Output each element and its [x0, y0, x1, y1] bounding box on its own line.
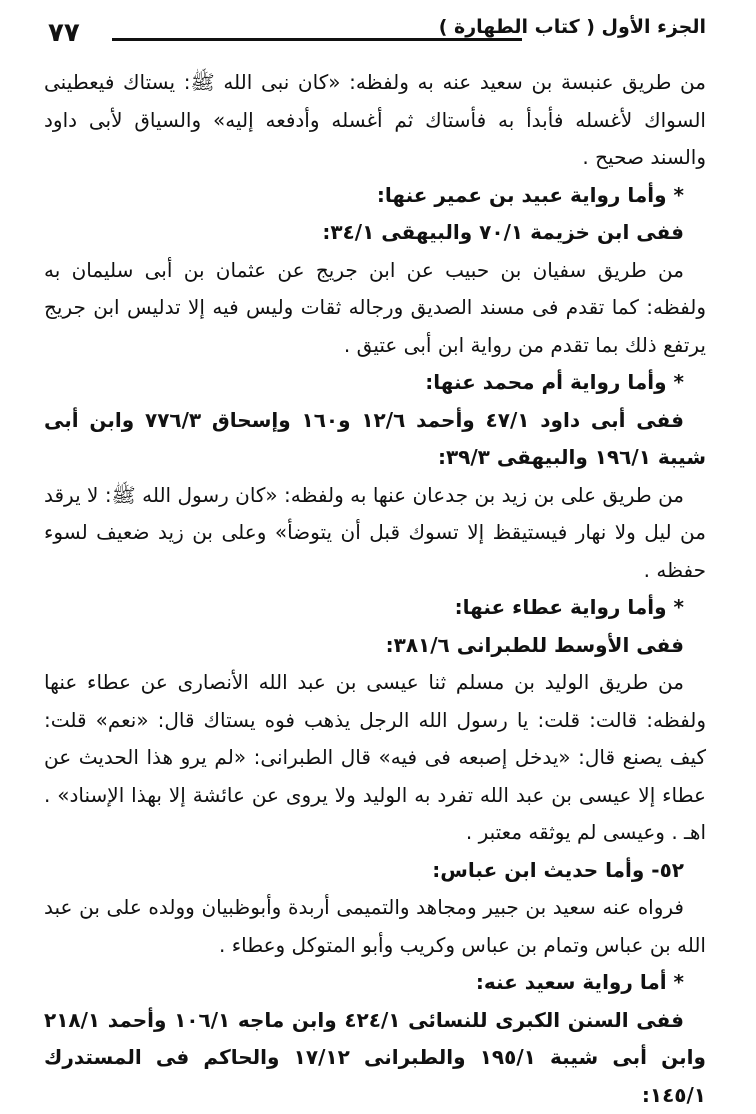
section-heading: * وأما رواية أم محمد عنها:	[44, 364, 706, 402]
source-citation: ففى ابن خزيمة ٧٠/١ والبيهقى ٣٤/١:	[44, 214, 706, 252]
section-heading: * وأما رواية عطاء عنها:	[44, 589, 706, 627]
paragraph: من طريق على بن زيد بن جدعان عنها به ولفظه: «كان رسول الله ﷺ: لا يرقد من ليل ولا نهار فيستيقظ إلا تسوك قبل أن يتوضأ» وعلى بن زيد ضعيف لسوء حفظه .	[44, 477, 706, 590]
source-citation: ففى السنن الكبرى للنسائى ٤٢٤/١ وابن ماجه ١٠٦/١ وأحمد ٢١٨/١ وابن أبى شيبة ١٩٥/١ والطبرانى ١٧/١٢ والحاكم فى المستدرك ١٤٥/١:	[44, 1002, 706, 1114]
paragraph: فرواه عنه سعيد بن جبير ومجاهد والتميمى أربدة وأبوظبيان وولده على بن عبد الله بن عباس وتمام بن عباس وكريب وأبو المتوكل وعطاء .	[44, 889, 706, 964]
section-heading: * وأما رواية عبيد بن عمير عنها:	[44, 177, 706, 215]
running-header	[44, 16, 706, 56]
paragraph: من طريق عنبسة بن سعيد عنه به ولفظه: «كان نبى الله ﷺ: يستاك فيعطينى السواك لأغسله فأبدأ به فأستاك ثم أغسله وأدفعه إليه» والسياق لأبى داود والسند صحيح .	[44, 64, 706, 177]
paragraph: من طريق الوليد بن مسلم ثنا عيسى بن عبد الله الأنصارى عن عطاء عنها ولفظه: قالت: قلت: يا رسول الله الرجل يذهب فوه يستاك قال: «نعم» قلت: كيف يصنع قال: «يدخل إصبعه فى فيه» قال الطبرانى: «لم يرو هذا الحديث عن عطاء إلا عيسى بن عبد الله تفرد به الوليد ولا يروى عن عائشة إلا بهذا الإسناد» . اهـ . وعيسى لم يوثقه معتبر .	[44, 664, 706, 852]
book-title: الجزء الأول ( كتاب الطهارة )	[439, 16, 706, 38]
source-citation: ففى أبى داود ٤٧/١ وأحمد ١٢/٦ و١٦٠ وإسحاق ٧٧٦/٣ وابن أبى شيبة ١٩٦/١ والبيهقى ٣٩/٣:	[44, 402, 706, 477]
section-heading: * أما رواية سعيد عنه:	[44, 964, 706, 1002]
page-number: ٧٧	[48, 18, 80, 48]
paragraph: من طريق سفيان بن حبيب عن ابن جريج عن عثمان بن أبى سليمان به ولفظه: كما تقدم فى مسند الصديق ورجاله ثقات وليس فيه إلا تدليس ابن جريج يرتفع ذلك بما تقدم من رواية ابن أبى عتيق .	[44, 252, 706, 365]
section-heading: ٥٢- وأما حديث ابن عباس:	[44, 852, 706, 890]
header-rule	[112, 38, 522, 41]
book-page	[44, 16, 706, 1046]
page-body	[44, 64, 706, 1114]
source-citation: ففى الأوسط للطبرانى ٣٨١/٦:	[44, 627, 706, 665]
